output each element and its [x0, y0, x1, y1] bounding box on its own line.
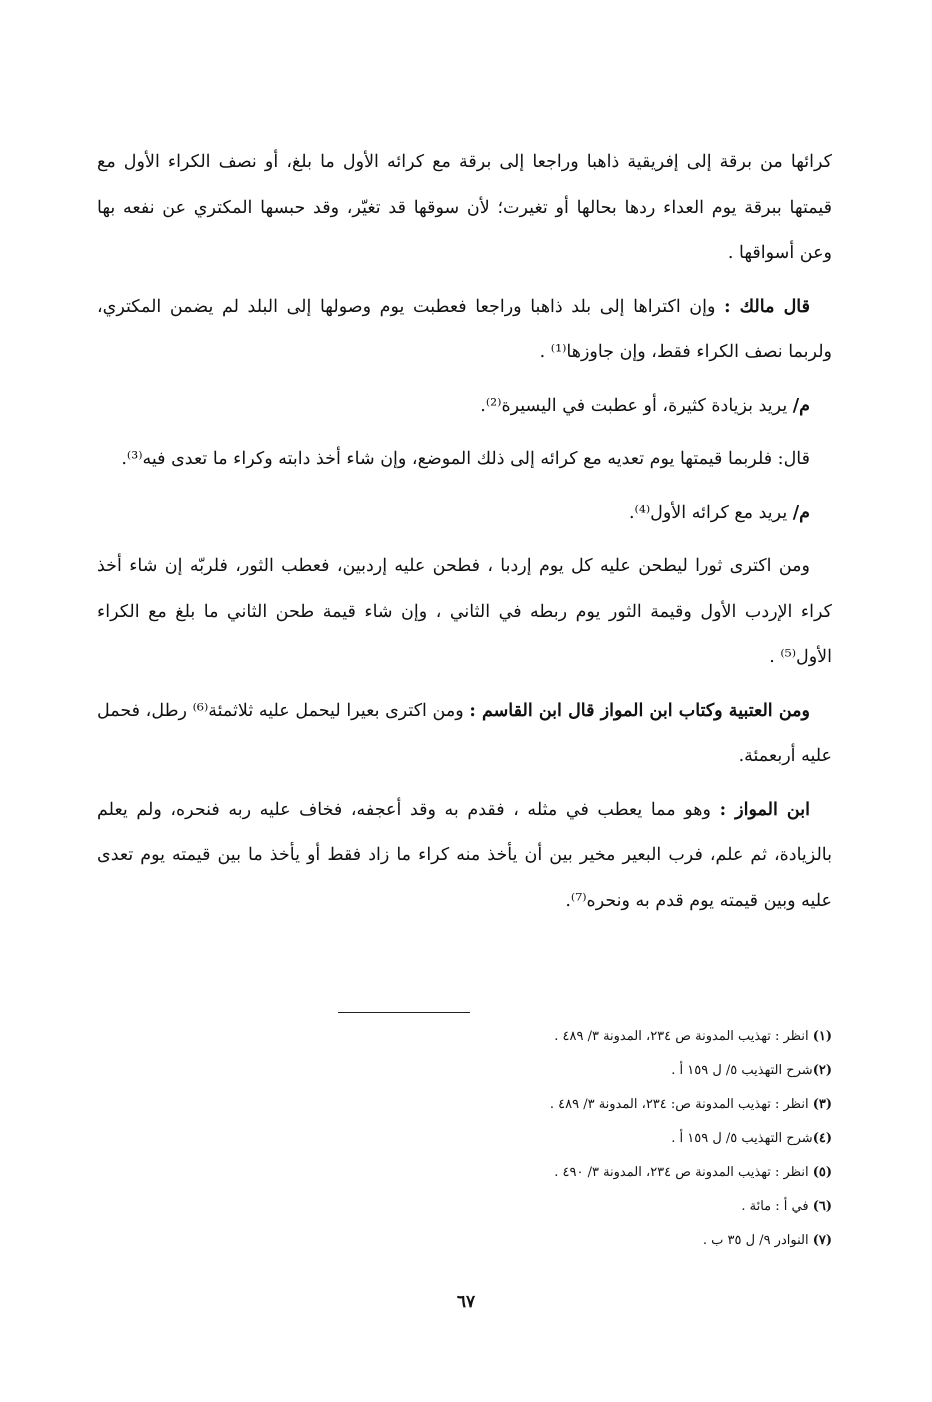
paragraph-4 [97, 437, 832, 483]
paragraph-8 [97, 788, 832, 925]
footnote-2 [332, 1054, 832, 1088]
footnote-5 [332, 1156, 832, 1190]
footnote-number: (٣) [812, 1097, 832, 1112]
paragraph-2-text: وإن اكتراها إلى بلد ذاهبا وراجعا فعطبت يوم وصولها إلى البلد لم يضمن المكتري، ولربما نصف الكراء فقط، وإن جاوزها⁽¹⁾ . [97, 296, 832, 362]
footnotes [332, 1020, 832, 1258]
paragraph-7-text: ومن اكترى بعيرا ليحمل عليه ثلاثمئة⁽⁶⁾ رطل، فحمل عليه أربعمئة. [97, 700, 832, 766]
footnote-text: انظر : تهذيب المدونة ص ٢٣٤، المدونة ٣/ ٤٨٩ . [554, 1029, 813, 1044]
footnote-1 [332, 1020, 832, 1054]
paragraph-5 [97, 491, 832, 537]
paragraph-8-heading: ابن المواز : [719, 799, 810, 820]
paragraph-3 [97, 384, 832, 430]
footnote-text: شرح التهذيب ٥/ ل ١٥٩ أ . [671, 1131, 813, 1146]
paragraph-1-text: كرائها من برقة إلى إفريقية ذاهبا وراجعا إلى برقة مع كرائه الأول ما بلغ، أو نصف الكراء الأول مع قيمتها ببرقة يوم العداء ردها بحالها أو تغيرت؛ لأن سوقها قد تغيّر، وقد حبسها المكتري عن نفعه بها وعن أسواقها . [97, 152, 832, 263]
footnote-number: (٥) [812, 1165, 832, 1180]
page-number: ٦٧ [456, 1292, 476, 1312]
paragraph-5-heading: م/ [792, 502, 810, 523]
footnote-6 [332, 1190, 832, 1224]
footnote-number: (٤) [812, 1131, 832, 1146]
footnote-4 [332, 1122, 832, 1156]
paragraph-3-text: يريد بزيادة كثيرة، أو عطبت في اليسيرة⁽²⁾. [480, 395, 793, 416]
footnote-number: (٢) [812, 1063, 832, 1078]
footnote-number: (٧) [812, 1233, 832, 1248]
paragraph-1 [97, 140, 832, 277]
paragraph-2-heading: قال مالك : [724, 296, 811, 317]
paragraph-8-text: وهو مما يعطب في مثله ، فقدم به وقد أعجفه، فخاف عليه ربه فنحره، ولم يعلم بالزيادة، ثم علم، فرب البعير مخير بين أن يأخذ منه كراء ما زاد فقط أو يأخذ ما بين قيمته يوم تعدى عليه وبين قيمته يوم قدم به ونحره⁽⁷⁾. [97, 799, 832, 911]
footnote-7 [332, 1224, 832, 1258]
paragraph-7 [97, 689, 832, 780]
footnote-text: شرح التهذيب ٥/ ل ١٥٩ أ . [671, 1063, 813, 1078]
footnote-text: انظر : تهذيب المدونة ص: ٢٣٤، المدونة ٣/ ٤٨٩ . [549, 1097, 813, 1112]
footnote-text: في أ : مائة . [741, 1199, 813, 1214]
main-text [97, 140, 832, 932]
paragraph-6-text: ومن اكترى ثورا ليطحن عليه كل يوم إردبا ، فطحن عليه إردبين، فعطب الثور، فلربّه إن شاء أخذ كراء الإردب الأول وقيمة الثور يوم ربطه في الثاني ، وإن شاء قيمة طحن الثاني ما بلغ مع الكراء الأول⁽⁵⁾ . [97, 556, 832, 667]
footnote-text: انظر : تهذيب المدونة ص ٢٣٤، المدونة ٣/ ٤٩٠ . [554, 1165, 813, 1180]
paragraph-5-text: يريد مع كرائه الأول⁽⁴⁾. [628, 502, 793, 523]
paragraph-2 [97, 285, 832, 376]
footnote-number: (١) [812, 1029, 832, 1044]
paragraph-7-heading: ومن العتبية وكتاب ابن المواز قال ابن القاسم : [469, 700, 810, 721]
paragraph-3-heading: م/ [792, 395, 810, 416]
footnote-3 [332, 1088, 832, 1122]
paragraph-4-text: قال: فلربما قيمتها يوم تعديه مع كرائه إلى ذلك الموضع، وإن شاء أخذ دابته وكراء ما تعدى فيه⁽³⁾. [121, 449, 810, 469]
footnote-number: (٦) [812, 1199, 832, 1214]
footnote-text: النوادر ٩/ ل ٣٥ ب . [702, 1233, 813, 1248]
footnote-separator [338, 1012, 470, 1013]
paragraph-6 [97, 544, 832, 681]
